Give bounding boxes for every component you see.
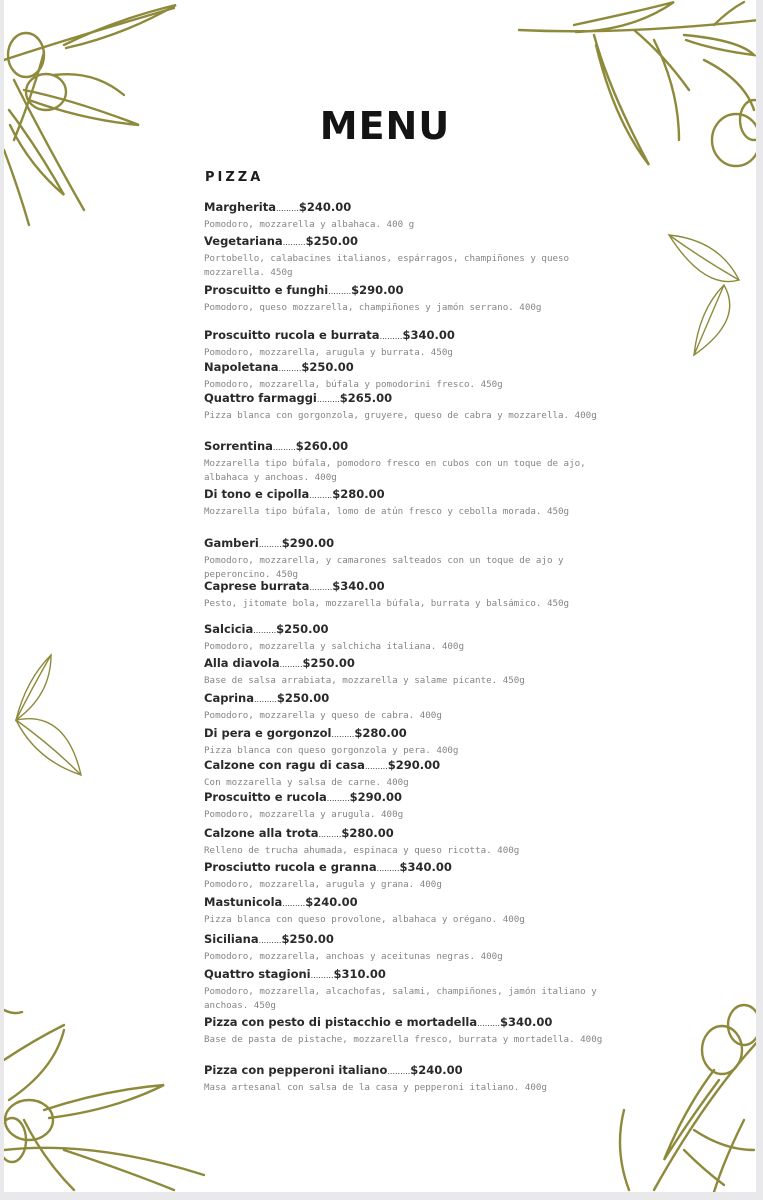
menu-item-leader-dots: ......... [275,204,299,213]
menu-item-description: Pizza blanca con queso gorgonzola y pera. 400g [204,745,459,756]
menu-item-heading [204,1015,604,1031]
menu-item-name: Caprina [204,691,254,705]
menu-item [204,726,604,758]
menu-item-name: Margherita [204,200,276,214]
menu-item-description: Pomodoro, mozzarella, búfala y pomodorini fresco. 450g [204,379,503,390]
menu-item [204,895,604,927]
menu-item-leader-dots: ......... [278,364,302,373]
menu-item-leader-dots: ......... [477,1019,501,1028]
menu-item-name: Prosciutto rucola e granna [204,860,377,874]
menu-item [204,439,604,485]
menu-page [4,0,756,1192]
olive-branch-icon [4,1000,209,1192]
menu-item-heading [204,758,604,774]
menu-item [204,200,604,232]
menu-item-leader-dots: ......... [282,899,306,908]
menu-item-description: Base de salsa arrabiata, mozzarella y salame picante. 450g [204,675,525,686]
menu-item-leader-dots: ......... [253,626,277,635]
menu-item-leader-dots: ......... [279,660,303,669]
menu-item-name: Quattro stagioni [204,967,311,981]
menu-item-name: Proscuitto e funghi [204,283,329,297]
menu-item-description: Pomodoro, queso mozzarella, champiñones y jamón serrano. 400g [204,302,542,313]
menu-item-heading [204,439,604,455]
basil-leaf-icon [664,230,744,360]
menu-item-description: Pomodoro, mozzarella, anchoas y aceitunas negras. 400g [204,951,503,962]
menu-item-description: Portobello, calabacines italianos, espárragos, champiñones y queso mozzarella. 450g [204,253,570,278]
menu-item-heading [204,656,604,672]
menu-item-leader-dots: ......... [258,936,282,945]
menu-item-leader-dots: ......... [316,395,340,404]
menu-item-price: $280.00 [341,826,394,840]
menu-item-heading [204,967,604,983]
menu-item-name: Salcicia [204,622,254,636]
menu-item-leader-dots: ......... [331,730,355,739]
menu-item [204,536,604,582]
menu-item-leader-dots: ......... [364,762,388,771]
menu-item-description: Mozzarella tipo búfala, pomodoro fresco en cubos con un toque de ajo, albahaca y anchoas. 400g [204,458,586,483]
menu-item-leader-dots: ......... [310,971,334,980]
menu-item-price: $340.00 [500,1015,553,1029]
menu-item-leader-dots: ......... [254,695,277,704]
menu-item-price: $290.00 [349,790,403,804]
menu-item-description: Pomodoro, mozzarella, y camarones salteados con un toque de ajo y peperoncino. 450g [204,555,564,580]
menu-item-heading [204,691,604,707]
section-heading: PIZZA [205,170,264,185]
menu-item-price: $250.00 [276,622,329,636]
olive-branch-icon [594,1000,756,1192]
menu-item-price: $280.00 [332,487,385,501]
menu-item-price: $240.00 [305,895,358,909]
menu-item-heading [204,391,604,407]
menu-item [204,622,604,654]
menu-item-name: Gamberi [204,536,259,550]
menu-item-price: $290.00 [387,758,441,772]
menu-item-price: $340.00 [402,328,455,342]
menu-item [204,328,604,360]
menu-item-leader-dots: ......... [379,332,403,341]
menu-item-description: Pomodoro, mozzarella y queso de cabra. 400g [204,710,442,721]
menu-item-name: Alla diavola [204,656,280,670]
menu-item-heading [204,360,604,376]
menu-item-leader-dots: ......... [258,540,282,549]
menu-item [204,758,604,790]
menu-item-name: Pizza con pepperoni italiano [204,1063,388,1077]
menu-item-name: Mastunicola [204,895,283,909]
menu-item-name: Sorrentina [204,439,273,453]
menu-item-price: $250.00 [276,691,330,705]
menu-item-description: Pomodoro, mozzarella y salchicha italiana. 400g [204,641,464,652]
menu-item-name: Napoletana [204,360,279,374]
menu-item-name: Pizza con pesto di pistacchio e mortadella [204,1015,478,1029]
menu-item [204,1015,604,1047]
menu-item-description: Con mozzarella y salsa de carne. 400g [204,777,409,788]
menu-item-description: Masa artesanal con salsa de la casa y pepperoni italiano. 400g [204,1082,547,1093]
menu-item-name: Proscuitto rucola e burrata [204,328,380,342]
menu-item-leader-dots: ......... [387,1067,411,1076]
menu-item-leader-dots: ......... [328,287,352,296]
menu-item [204,932,604,964]
menu-item-heading [204,200,604,216]
menu-item-price: $250.00 [281,932,334,946]
menu-item-heading [204,487,604,503]
menu-item-description: Pizza blanca con gorgonzola, gruyere, queso de cabra y mozzarella. 400g [204,410,597,421]
menu-item [204,1063,604,1095]
menu-item-description: Pomodoro, mozzarella y arugula. 400g [204,809,404,820]
page-title: MENU [319,104,451,148]
menu-item-price: $340.00 [399,860,452,874]
menu-item-description: Relleno de trucha ahumada, espinaca y queso ricotta. 400g [204,845,520,856]
menu-item-name: Calzone alla trota [204,826,319,840]
menu-item-name: Quattro farmaggi [204,391,317,405]
menu-item-heading [204,622,604,638]
menu-item-description: Pomodoro, mozzarella, alcachofas, salami, champiñones, jamón italiano y anchoas. 450g [204,986,597,1011]
menu-item-price: $290.00 [281,536,335,550]
menu-item-description: Mozzarella tipo búfala, lomo de atún fresco y cebolla morada. 450g [204,506,570,517]
menu-item-heading [204,1063,604,1079]
menu-item-description: Pomodoro, mozzarella, arugula y grana. 400g [204,879,442,890]
menu-item-name: Di pera e gorgonzol [204,726,332,740]
basil-leaf-icon [6,650,86,780]
olive-branch-icon [514,0,756,200]
menu-item-price: $290.00 [351,283,404,297]
menu-item-name: Proscuitto e rucola [204,790,327,804]
menu-item-leader-dots: ......... [282,238,306,247]
menu-item [204,656,604,688]
menu-item [204,579,604,611]
menu-item [204,826,604,858]
menu-item-price: $310.00 [333,967,386,981]
menu-item-heading [204,932,604,948]
menu-item [204,360,604,392]
menu-item-leader-dots: ......... [272,443,296,452]
menu-item-description: Pesto, jitomate bola, mozzarella búfala, burrata y balsámico. 450g [204,598,570,609]
menu-item-leader-dots: ......... [326,794,350,803]
menu-item [204,967,604,1013]
menu-item-price: $260.00 [295,439,349,453]
menu-item-price: $250.00 [302,656,355,670]
menu-item-name: Di tono e cipolla [204,487,310,501]
menu-item-description: Pizza blanca con queso provolone, albahaca y orégano. 400g [204,914,525,925]
menu-item-heading [204,826,604,842]
menu-item [204,391,604,423]
menu-item-heading [204,895,604,911]
menu-item-name: Siciliana [204,932,259,946]
menu-item-price: $280.00 [354,726,407,740]
menu-item [204,691,604,723]
menu-item-name: Vegetariana [204,234,283,248]
menu-item-leader-dots: ......... [309,491,333,500]
menu-item-price: $240.00 [410,1063,463,1077]
menu-item-heading [204,726,604,742]
menu-item-heading [204,234,604,250]
menu-item-heading [204,536,604,552]
menu-item-heading [204,283,604,299]
menu-item-heading [204,328,604,344]
menu-item-price: $250.00 [301,360,354,374]
menu-item-description: Pomodoro, mozzarella, arugula y burrata. 450g [204,347,453,358]
menu-item [204,234,604,280]
menu-item-description: Base de pasta de pistache, mozzarella fresco, burrata y mortadella. 400g [204,1034,603,1045]
menu-item-name: Calzone con ragu di casa [204,758,365,772]
menu-item-leader-dots: ......... [309,583,333,592]
menu-item-heading [204,579,604,595]
menu-item [204,790,604,822]
menu-item-price: $240.00 [298,200,352,214]
menu-item-heading [204,790,604,806]
menu-item [204,283,604,315]
menu-item [204,860,604,892]
menu-item-heading [204,860,604,876]
menu-item-leader-dots: ......... [318,830,342,839]
menu-item-price: $340.00 [332,579,385,593]
menu-item-description: Pomodoro, mozzarella y albahaca. 400 g [204,219,415,230]
menu-item [204,487,604,519]
menu-item-leader-dots: ......... [376,864,400,873]
menu-item-price: $250.00 [305,234,358,248]
menu-item-name: Caprese burrata [204,579,310,593]
menu-item-price: $265.00 [339,391,393,405]
